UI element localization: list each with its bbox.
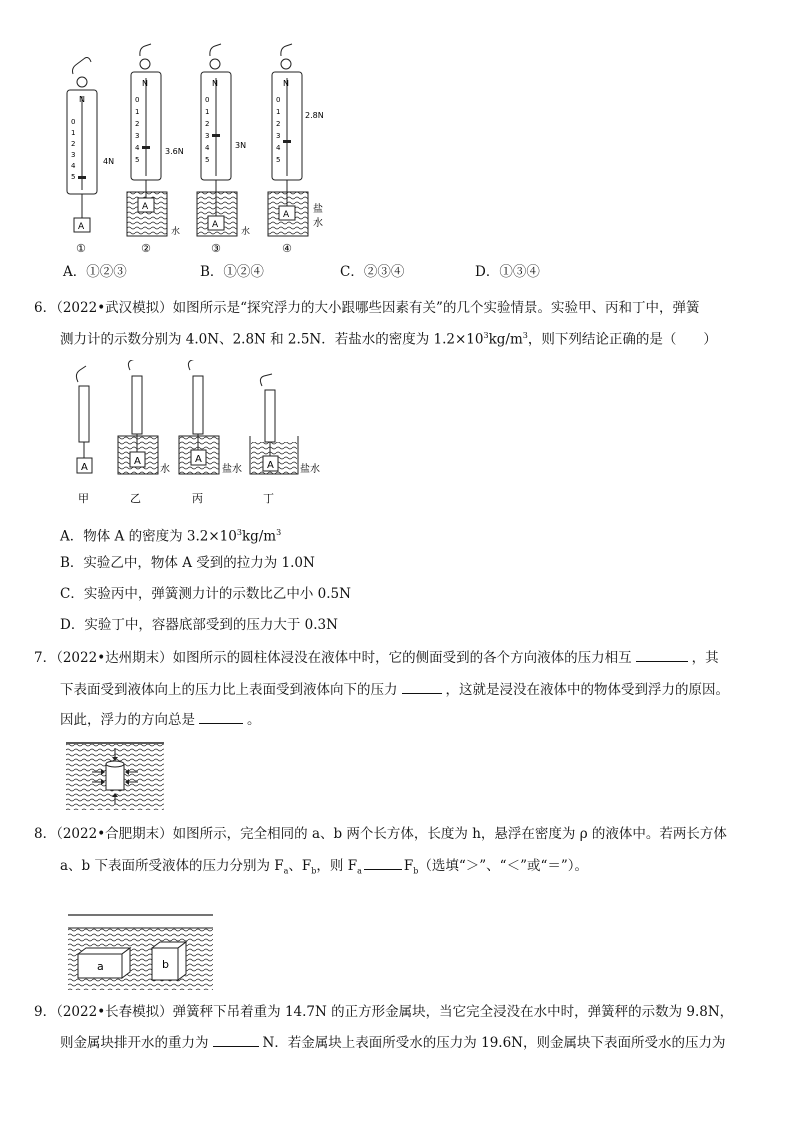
q5-option-b[interactable]: B．①②④: [200, 264, 264, 280]
svg-text:3: 3: [71, 151, 76, 159]
q7-stem-line2: 下表面受到液体向上的压力比上表面受到液体向下的压力 ，这就是浸没在液体中的物体受到浮力的原因。: [60, 682, 729, 698]
svg-text:A: A: [134, 456, 141, 467]
svg-text:A: A: [195, 454, 202, 465]
block-b: b: [162, 958, 169, 971]
mark-1: ①: [76, 242, 86, 255]
svg-text:3: 3: [205, 132, 210, 140]
svg-text:4: 4: [276, 144, 281, 152]
q8-blank[interactable]: [364, 857, 402, 870]
svg-text:水: 水: [171, 227, 181, 237]
q9-blank[interactable]: [213, 1034, 259, 1047]
q7-blank-2[interactable]: [402, 681, 442, 694]
q6-option-d[interactable]: D．实验丁中，容器底部受到的压力大于 0.3N: [60, 617, 338, 633]
svg-text:2: 2: [135, 120, 140, 128]
q8-stem-line1: 8．（2022•合肥期末）如图所示，完全相同的 a、b 两个长方体，长度为 h，悬浮在密度为 ρ 的液体中。若两长方体: [34, 826, 727, 842]
svg-text:盐水: 盐水: [222, 464, 242, 475]
svg-text:水: 水: [313, 218, 323, 229]
svg-text:A: A: [212, 220, 219, 230]
q9-stem-line2: 则金属块排开水的重力为 N．若金属块上表面所受水的压力为 19.6N，则金属块下表面所受水的压力为: [60, 1035, 726, 1051]
reading-1: 4N: [103, 157, 115, 166]
svg-text:A: A: [142, 202, 149, 212]
svg-text:A: A: [81, 462, 88, 473]
svg-text:水: 水: [160, 464, 170, 475]
svg-text:0: 0: [71, 118, 76, 126]
q5-figure: [55, 40, 385, 270]
mark-3: ③: [211, 242, 221, 255]
label-jia: 甲: [78, 492, 89, 505]
q7-blank-1[interactable]: [636, 649, 688, 662]
q5-option-a[interactable]: A．①②③: [63, 264, 127, 280]
svg-text:盐: 盐: [313, 204, 323, 215]
q6-option-c[interactable]: C．实验丙中，弹簧测力计的示数比乙中小 0.5N: [60, 586, 351, 602]
svg-text:0: 0: [276, 96, 281, 104]
svg-text:2: 2: [205, 120, 210, 128]
svg-text:1: 1: [276, 108, 281, 116]
q6-stem-line1: 6．（2022•武汉模拟）如图所示是“探究浮力的大小跟哪些因素有关”的几个实验情景。实验甲、丙和丁中，弹簧: [34, 300, 700, 316]
svg-text:5: 5: [71, 173, 76, 181]
svg-text:3: 3: [135, 132, 140, 140]
svg-text:2: 2: [276, 120, 281, 128]
block-a: a: [97, 960, 104, 973]
q7-stem-line3: 因此，浮力的方向总是 。: [60, 712, 261, 728]
svg-text:N: N: [212, 79, 218, 88]
spring-scale-4: [268, 44, 324, 255]
q8-figure: [68, 912, 218, 992]
svg-text:0: 0: [205, 96, 210, 104]
svg-text:N: N: [142, 79, 148, 88]
svg-text:A: A: [283, 210, 290, 220]
label-yi: 乙: [130, 492, 141, 505]
svg-text:N: N: [283, 79, 289, 88]
reading-2: 3.6N: [165, 147, 184, 156]
svg-text:4: 4: [135, 144, 140, 152]
q7-figure: [66, 742, 166, 812]
svg-text:1: 1: [205, 108, 210, 116]
spring-scale-2: [127, 44, 184, 255]
q6-option-a[interactable]: A．物体 A 的密度为 $3.2\times 10^3kg/m^3$: [60, 528, 282, 545]
spring-scale-1: [67, 58, 114, 256]
svg-text:3: 3: [276, 132, 281, 140]
mark-2: ②: [141, 242, 151, 255]
q5-option-d[interactable]: D．①③④: [475, 264, 540, 280]
svg-text:4: 4: [71, 162, 76, 170]
svg-text:4: 4: [205, 144, 210, 152]
svg-text:2: 2: [71, 140, 76, 148]
svg-text:0: 0: [135, 96, 140, 104]
q6-stem-line2: 测力计的示数分别为 4.0N、2.8N 和 2.5N．若盐水的密度为 $1.2\times 10^3kg/m^3$，则下列结论正确的是（ ）: [60, 331, 717, 348]
svg-text:水: 水: [241, 227, 251, 237]
svg-text:A: A: [267, 460, 274, 471]
q6-figure: [60, 360, 340, 510]
svg-text:1: 1: [71, 129, 76, 137]
reading-3: 3N: [235, 141, 247, 150]
q7-blank-3[interactable]: [199, 711, 243, 724]
label-bing: 丙: [192, 492, 203, 505]
q9-stem-line1: 9．（2022•长春模拟）弹簧秤下吊着重为 14.7N 的正方形金属块，当它完全浸没在水中时，弹簧秤的示数为 9.8N，: [34, 1004, 734, 1020]
svg-text:盐水: 盐水: [300, 464, 320, 475]
q6-option-b[interactable]: B．实验乙中，物体 A 受到的拉力为 1.0N: [60, 555, 315, 571]
q5-option-c[interactable]: C．②③④: [340, 264, 405, 280]
svg-text:1: 1: [135, 108, 140, 116]
q8-stem-line2: a、b 下表面所受液体的压力分别为 $F_a$、$F_b$，则 $F_a$ $F_b$（选填“＞”、“＜”或“＝”）。: [60, 858, 589, 876]
svg-text:A: A: [78, 222, 85, 232]
label-ding: 丁: [263, 492, 274, 505]
svg-text:5: 5: [205, 156, 210, 164]
spring-scale-3: [197, 44, 250, 255]
svg-text:5: 5: [135, 156, 140, 164]
svg-text:5: 5: [276, 156, 281, 164]
svg-text:N: N: [79, 95, 85, 104]
reading-4: 2.8N: [305, 111, 324, 120]
mark-4: ④: [282, 242, 292, 255]
q7-stem-line1: 7．（2022•达州期末）如图所示的圆柱体浸没在液体中时，它的侧面受到的各个方向液体的压力相互 ，其: [34, 650, 719, 666]
